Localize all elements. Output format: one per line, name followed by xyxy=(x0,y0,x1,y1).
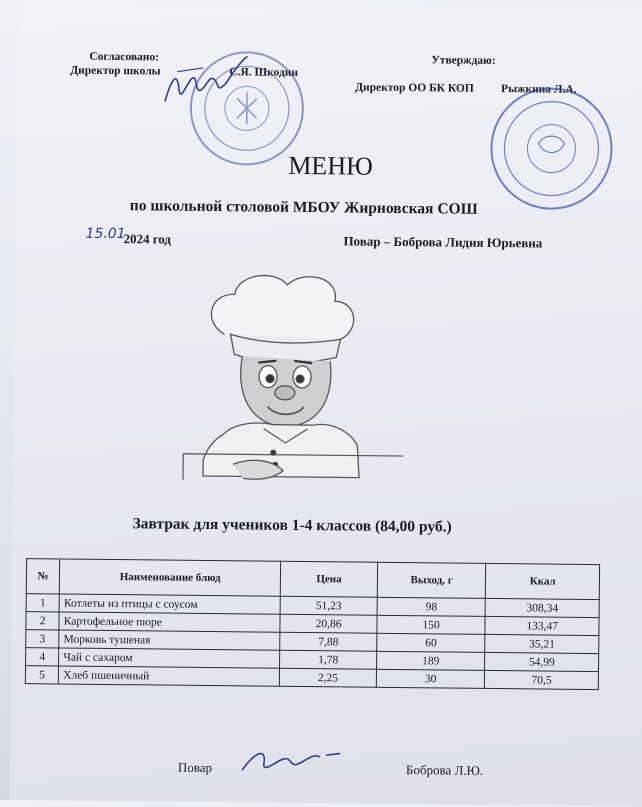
approved-left-name: С.Я. Шкодин xyxy=(229,66,299,79)
row-dish-name: Картофельное пюре xyxy=(59,612,280,632)
row-number: 1 xyxy=(26,594,59,612)
approved-right-name: Рыжкина Л.А. xyxy=(501,83,577,96)
row-price: 1,78 xyxy=(280,650,377,669)
col-number: № xyxy=(26,559,60,594)
page-title: МЕНЮ xyxy=(288,150,373,181)
date-year: 2024 год xyxy=(123,231,172,247)
row-dish-name: Чай с сахаром xyxy=(59,648,280,668)
col-dish-name: Наименование блюд xyxy=(60,559,281,596)
chef-illustration xyxy=(163,264,415,487)
row-kcal: 35,21 xyxy=(485,634,599,653)
row-kcal: 70,5 xyxy=(485,670,599,689)
row-price: 2,25 xyxy=(279,668,376,687)
col-price: Цена xyxy=(280,561,377,597)
col-yield: Выход, г xyxy=(377,562,486,598)
page-subtitle: по школьной столовой МБОУ Жирновская СОШ xyxy=(129,197,478,218)
table-header-row xyxy=(26,559,599,600)
row-yield: 189 xyxy=(377,651,486,670)
approved-right-title: Утверждаю: xyxy=(431,54,496,68)
menu-document xyxy=(10,0,642,807)
row-yield: 60 xyxy=(377,633,486,652)
row-yield: 150 xyxy=(377,615,486,634)
row-price: 51,23 xyxy=(280,596,377,615)
row-number: 4 xyxy=(26,648,59,666)
row-number: 3 xyxy=(26,630,59,648)
row-yield: 98 xyxy=(377,597,486,616)
footer-cook-name: Боброва Л.Ю. xyxy=(405,762,484,778)
row-price: 7,88 xyxy=(280,632,377,651)
row-dish-name: Морковь тушеная xyxy=(59,630,280,650)
cook-line: Повар – Боброва Лидия Юрьевна xyxy=(343,233,543,251)
handwritten-date: 15.01 xyxy=(85,225,126,243)
row-number: 5 xyxy=(25,666,58,684)
organization-stamp xyxy=(486,83,617,214)
row-dish-name: Хлеб пшеничный xyxy=(59,666,280,686)
row-kcal: 133,47 xyxy=(485,616,599,635)
cook-signature xyxy=(236,740,346,781)
approved-right-role: Директор ОО БК КОП xyxy=(355,81,474,95)
approved-left-title: Согласовано: xyxy=(89,50,160,64)
row-dish-name: Котлеты из птицы с соусом xyxy=(59,594,280,614)
row-yield: 30 xyxy=(376,669,485,688)
row-kcal: 54,99 xyxy=(485,652,599,671)
row-price: 20,86 xyxy=(280,614,377,633)
menu-table xyxy=(25,558,600,690)
meal-heading: Завтрак для учеников 1-4 классов (84,00 руб.) xyxy=(132,515,452,536)
approved-left-role: Директор школы xyxy=(70,64,161,78)
row-kcal: 308,34 xyxy=(486,598,600,617)
col-kcal: Ккал xyxy=(486,563,600,599)
footer-cook-label: Повар xyxy=(177,759,213,776)
row-number: 2 xyxy=(26,612,59,630)
